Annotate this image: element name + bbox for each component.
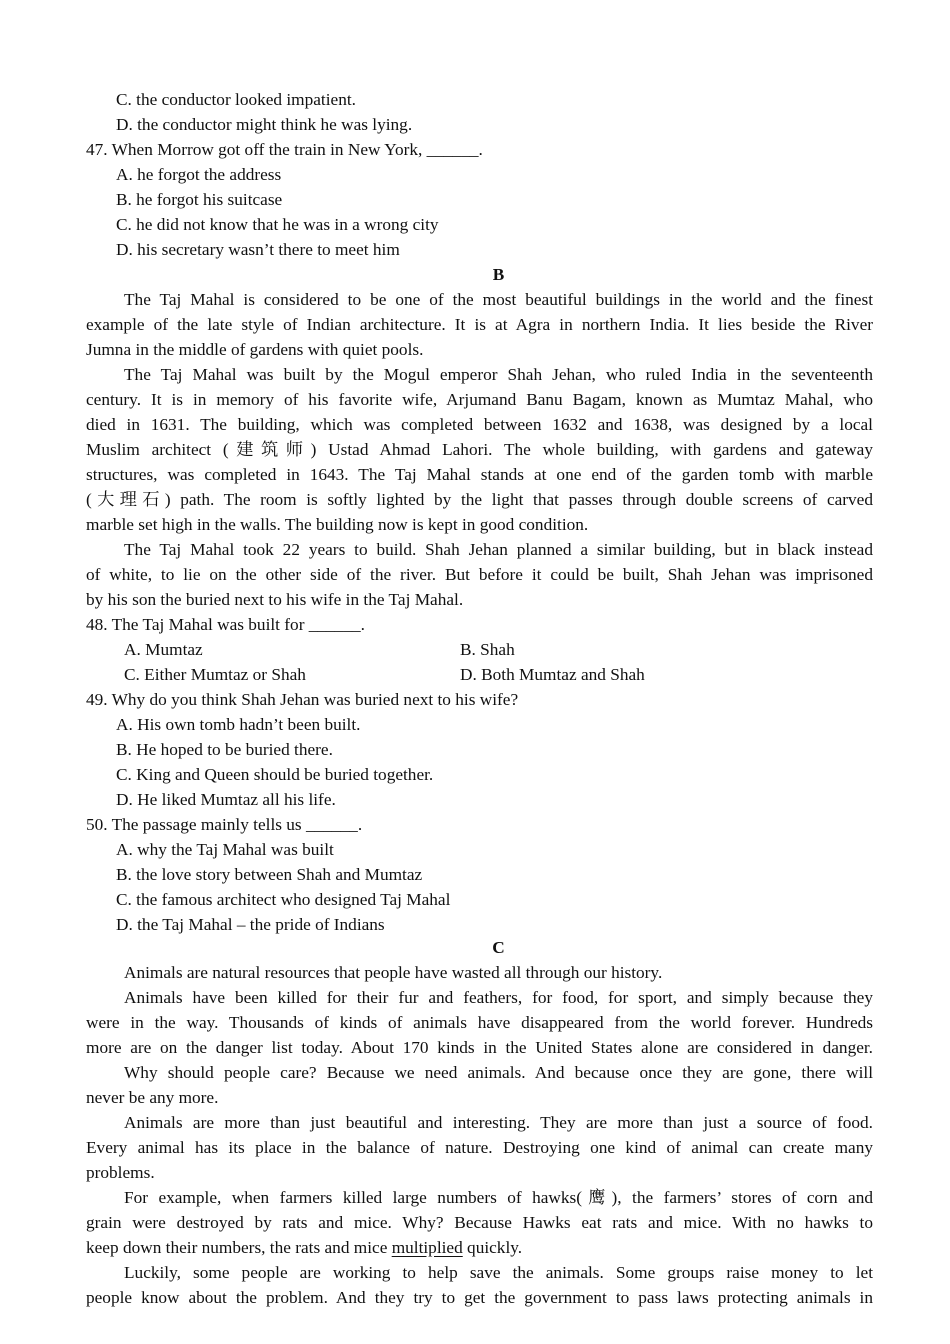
- q49-stem: 49. Why do you think Shah Jehan was buried next to his wife?: [86, 690, 519, 709]
- b-p1-line3: Jumna in the middle of gardens with quiet pools.: [86, 340, 424, 359]
- q46-option-d: D. the conductor might think he was lying.: [116, 115, 413, 134]
- b-p3-line3: by his son the buried next to his wife in the Taj Mahal.: [86, 590, 464, 609]
- c-p6-line2: people know about the problem. And they try to get the government to pass laws protecting animals in: [86, 1288, 873, 1307]
- b-p2-line5: structures, was completed in 1643. The Taj Mahal stands at one end of the garden tomb with marble: [86, 465, 873, 484]
- c-p5-line1: For example, when farmers killed large numbers of hawks(鹰), the farmers’ stores of corn and: [124, 1188, 873, 1207]
- b-p2-line4: Muslim architect (建筑师) Ustad Ahmad Lahori. The whole building, with gardens and gateway: [86, 440, 873, 459]
- q48-option-d: D. Both Mumtaz and Shah: [460, 665, 645, 684]
- b-p3-line1: The Taj Mahal took 22 years to build. Shah Jehan planned a similar building, but in black instead: [124, 540, 873, 559]
- c-p4-line1: Animals are more than just beautiful and interesting. They are more than just a source of food.: [124, 1113, 873, 1132]
- c-p3-line2: never be any more.: [86, 1088, 219, 1107]
- q50-option-d: D. the Taj Mahal – the pride of Indians: [116, 915, 385, 934]
- c-p5-line3: keep down their numbers, the rats and mice multiplied quickly.: [86, 1238, 523, 1257]
- b-p1-line1: The Taj Mahal is considered to be one of the most beautiful buildings in the world and the finest: [124, 290, 873, 309]
- q49-option-a: A. His own tomb hadn’t been built.: [116, 715, 361, 734]
- q48-option-c: C. Either Mumtaz or Shah: [124, 665, 306, 684]
- q46-option-c: C. the conductor looked impatient.: [116, 90, 356, 109]
- c-p2-line3: more are on the danger list today. About 170 kinds in the United States alone are considered in danger.: [86, 1038, 873, 1057]
- q48-option-a: A. Mumtaz: [124, 640, 203, 659]
- b-p1-line2: example of the late style of Indian architecture. It is at Agra in northern India. It lies beside the River: [86, 315, 873, 334]
- c-p2-line2: were in the way. Thousands of kinds of animals have disappeared from the world forever. Hundreds: [86, 1013, 873, 1032]
- b-p2-line7: marble set high in the walls. The building now is kept in good condition.: [86, 515, 589, 534]
- b-p3-line2: of white, to lie on the other side of the river. But before it could be built, Shah Jehan was imprisoned: [86, 565, 873, 584]
- c-p6-line1: Luckily, some people are working to help save the animals. Some groups raise money to let: [124, 1263, 873, 1282]
- c-p5-line2: grain were destroyed by rats and mice. Why? Because Hawks eat rats and mice. With no hawks to: [86, 1213, 873, 1232]
- q48-stem: 48. The Taj Mahal was built for ______.: [86, 615, 365, 634]
- underlined-word-multiplied: multiplied: [391, 1238, 463, 1257]
- q49-option-c: C. King and Queen should be buried together.: [116, 765, 434, 784]
- q49-option-d: D. He liked Mumtaz all his life.: [116, 790, 336, 809]
- q47-option-b: B. he forgot his suitcase: [116, 190, 283, 209]
- q47-stem: 47. When Morrow got off the train in New York, ______.: [86, 140, 483, 159]
- b-p2-line2: century. It is in memory of his favorite wife, Arjumand Banu Bagam, known as Mumtaz Mahal, who: [86, 390, 873, 409]
- b-p2-line6: (大理石) path. The room is softly lighted by the light that passes through double screens of carved: [86, 490, 873, 509]
- q50-option-a: A. why the Taj Mahal was built: [116, 840, 334, 859]
- section-b-heading: B: [492, 265, 505, 284]
- section-c-heading: C: [492, 938, 505, 957]
- q50-stem: 50. The passage mainly tells us ______.: [86, 815, 363, 834]
- q48-option-b: B. Shah: [460, 640, 515, 659]
- q47-option-d: D. his secretary wasn’t there to meet him: [116, 240, 400, 259]
- q47-option-a: A. he forgot the address: [116, 165, 282, 184]
- q47-option-c: C. he did not know that he was in a wrong city: [116, 215, 439, 234]
- b-p2-line1: The Taj Mahal was built by the Mogul emperor Shah Jehan, who ruled India in the seventeenth: [124, 365, 873, 384]
- c-p4-line3: problems.: [86, 1163, 155, 1182]
- c-p3-line1: Why should people care? Because we need animals. And because once they are gone, there will: [124, 1063, 873, 1082]
- q49-option-b: B. He hoped to be buried there.: [116, 740, 333, 759]
- c-p4-line2: Every animal has its place in the balance of nature. Destroying one kind of animal can create many: [86, 1138, 873, 1157]
- q50-option-b: B. the love story between Shah and Mumtaz: [116, 865, 423, 884]
- b-p2-line3: died in 1631. The building, which was completed between 1632 and 1638, was designed by a local: [86, 415, 873, 434]
- c-p1-line1: Animals are natural resources that people have wasted all through our history.: [124, 963, 663, 982]
- q50-option-c: C. the famous architect who designed Taj Mahal: [116, 890, 451, 909]
- c-p2-line1: Animals have been killed for their fur and feathers, for food, for sport, and simply because they: [124, 988, 873, 1007]
